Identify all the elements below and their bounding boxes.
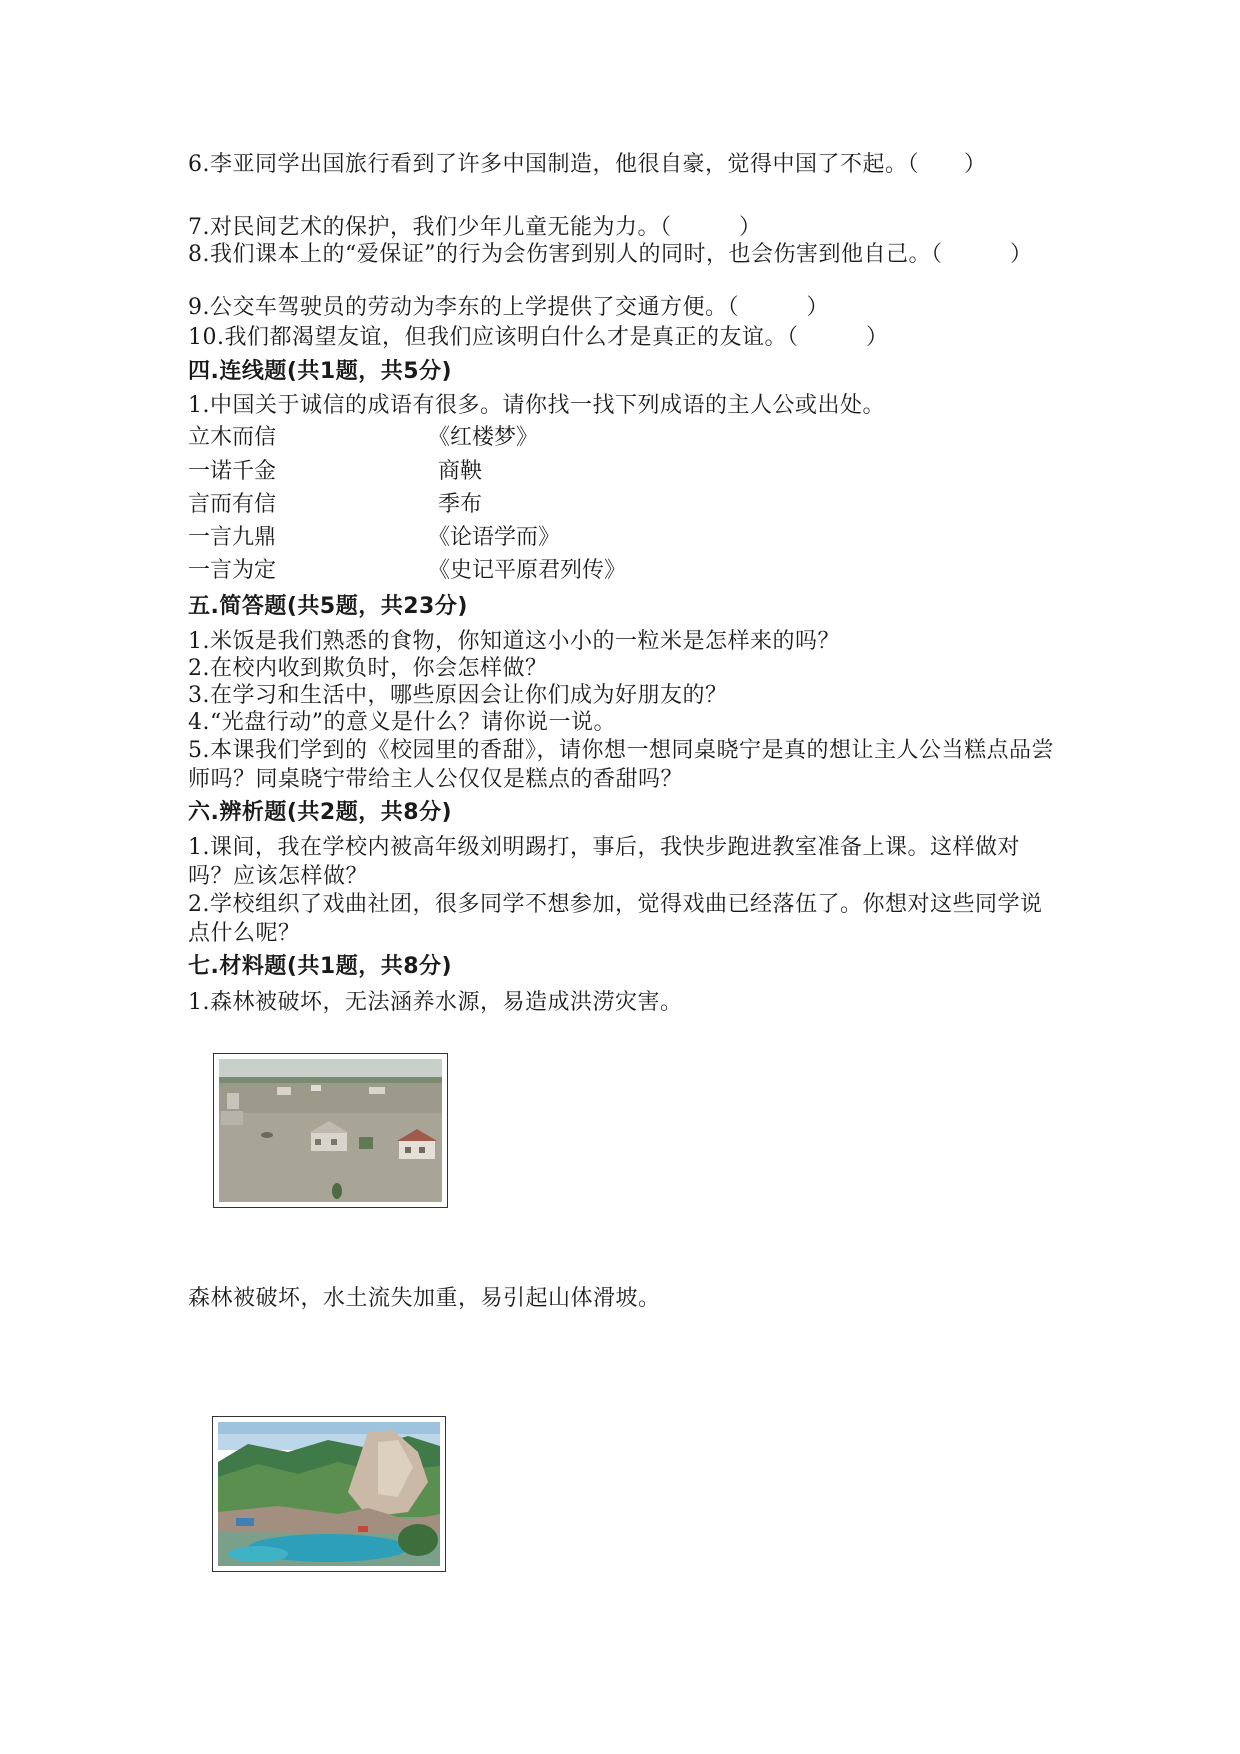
- section7-item-2: 森林被破坏，水土流失加重，易引起山体滑坡。: [188, 1286, 661, 1311]
- idiom-4: 一言九鼎: [188, 525, 277, 550]
- section5-item-1: 1.米饭是我们熟悉的食物，你知道这小小的一粒米是怎样来的吗？: [188, 629, 840, 654]
- judge-item-9: 9.公交车驾驶员的劳动为李东的上学提供了交通方便。（ ）: [188, 295, 829, 320]
- source-4: 《论语学而》: [428, 525, 561, 550]
- section6-item-1: 1.课间，我在学校内被高年级刘明踢打，事后，我快步跑进教室准备上课。这样做对吗？应该怎样做？: [188, 835, 1020, 889]
- judge-item-10: 10.我们都渴望友谊，但我们应该明白什么才是真正的友谊。（ ）: [188, 325, 889, 350]
- flood-image: [219, 1059, 442, 1202]
- section4-question: 1.中国关于诚信的成语有很多。请你找一找下列成语的主人公或出处。: [188, 393, 885, 418]
- source-1: 《红楼梦》: [428, 425, 539, 450]
- section4-heading: 四.连线题(共1题，共5分): [188, 359, 453, 384]
- source-3: 季布: [438, 492, 483, 517]
- source-5: 《史记平原君列传》: [428, 558, 627, 583]
- judge-item-7: 7.对民间艺术的保护，我们少年儿童无能为力。（ ）: [188, 215, 762, 240]
- section6-heading: 六.辨析题(共2题，共8分): [188, 800, 453, 825]
- judge-item-6: 6.李亚同学出国旅行看到了许多中国制造，他很自豪，觉得中国了不起。（ ）: [188, 152, 987, 177]
- section7-heading: 七.材料题(共1题，共8分): [188, 954, 453, 979]
- section5-heading: 五.简答题(共5题，共23分): [188, 594, 468, 619]
- section5-item-3: 3.在学习和生活中，哪些原因会让你们成为好朋友的？: [188, 683, 728, 708]
- idiom-1: 立木而信: [188, 425, 277, 450]
- section5-item-4: 4.“光盘行动”的意义是什么？请你说一说。: [188, 710, 616, 735]
- idiom-3: 言而有信: [188, 492, 277, 517]
- source-2: 商鞅: [438, 459, 483, 484]
- idiom-5: 一言为定: [188, 558, 277, 583]
- judge-item-8: 8.我们课本上的“爱保证”的行为会伤害到别人的同时，也会伤害到他自己。（ ）: [188, 242, 1033, 267]
- flood-photo: [213, 1053, 448, 1208]
- section5-item-5: 5.本课我们学到的《校园里的香甜》，请你想一想同桌晓宁是真的想让主人公当糕点品尝师吗？同桌晓宁带给主人公仅仅是糕点的香甜吗？: [188, 738, 1054, 792]
- landslide-photo: [212, 1416, 446, 1572]
- section5-item-2: 2.在校内收到欺负时，你会怎样做？: [188, 656, 548, 681]
- idiom-2: 一诺千金: [188, 459, 277, 484]
- section6-item-2: 2.学校组织了戏曲社团，很多同学不想参加，觉得戏曲已经落伍了。你想对这些同学说点什么呢？: [188, 892, 1043, 946]
- landslide-image: [218, 1422, 440, 1566]
- section7-item-1: 1.森林被破坏，无法涵养水源，易造成洪涝灾害。: [188, 990, 683, 1015]
